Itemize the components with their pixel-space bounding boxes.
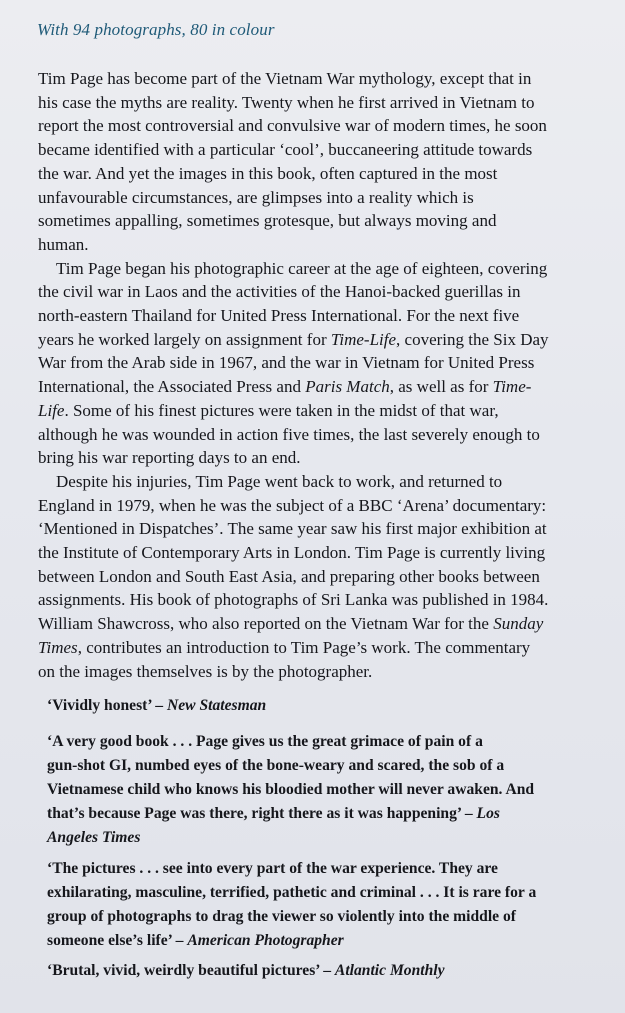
quote-source: Los [476, 805, 500, 822]
quote-source: Angeles Times [47, 829, 141, 846]
publication-title: Life [38, 400, 65, 420]
text-line: sometimes appalling, sometimes grotesque, but always moving and [38, 211, 497, 231]
text-line: human. [38, 234, 89, 254]
text-line: the war. And yet the images in this book, often captured in the most [38, 163, 498, 183]
quote-american-photographer [47, 857, 536, 953]
text-line: between London and South East Asia, and preparing other books between [38, 566, 540, 586]
text-line: Tim Page has become part of the Vietnam War mythology, except that in [38, 69, 532, 88]
quote-line [47, 959, 445, 983]
text-line: his case the myths are reality. Twenty when he first arrived in Vietnam to [38, 92, 535, 112]
quote-line: exhilarating, masculine, terrified, pathetic and criminal . . . It is rare for a [47, 884, 537, 901]
text-line: unfavourable circumstances, are glimpses into a reality which is [38, 187, 474, 207]
quote-text: someone else’s life’ – [47, 932, 184, 949]
quote-line: Vietnamese child who knows his bloodied mother will never awaken. And [47, 781, 535, 798]
blurb-text [38, 67, 606, 683]
text-segment: , contributes an introduction to Tim Page’s work. The commentary [77, 637, 531, 657]
text-line [38, 612, 606, 636]
text-segment: , covering the Six Day [396, 329, 549, 349]
quote-line: gun-shot GI, numbed eyes of the bone-weary and scared, the sob of a [47, 757, 505, 774]
text-segment: . Some of his finest pictures were taken in the midst of that war, [64, 400, 499, 420]
quote-line [47, 929, 536, 953]
text-segment: International, the Associated Press and [38, 377, 301, 397]
subtitle: With 94 photographs, 80 in colour [37, 20, 275, 39]
quote-text: ‘Vividly honest’ – [47, 697, 164, 714]
quote-atlantic-monthly [47, 959, 445, 983]
text-line: the Institute of Contemporary Arts in London. Tim Page is currently living [38, 543, 546, 563]
text-segment: , as well as for [389, 377, 489, 397]
text-line [38, 375, 606, 399]
quote-line [47, 802, 534, 826]
quote-text: ‘Brutal, vivid, weirdly beautiful pictures’ – [47, 962, 332, 979]
quote-line: ‘A very good book . . . Page gives us the great grimace of pain of a [47, 733, 483, 750]
text-line: ‘Mentioned in Dispatches’. The same year saw his first major exhibition at [38, 519, 547, 539]
text-line: report the most controversial and convulsive war of modern times, he soon [38, 116, 547, 136]
text-line: England in 1979, when he was the subject of a BBC ‘Arena’ documentary: [38, 495, 547, 515]
text-line: War from the Arab side in 1967, and the war in Vietnam for United Press [38, 353, 535, 373]
paragraph-3 [38, 470, 606, 683]
quote-line [47, 694, 266, 718]
quote-text: that’s because Page was there, right there as it was happening’ – [47, 805, 473, 822]
quote-source: New Statesman [167, 697, 267, 714]
paragraph-2 [38, 257, 606, 470]
text-line: on the images themselves is by the photographer. [38, 661, 373, 681]
text-segment: William Shawcross, who also reported on the Vietnam War for the [38, 614, 489, 634]
text-line: north-eastern Thailand for United Press International. For the next five [38, 306, 520, 326]
text-line: the civil war in Laos and the activities of the Hanoi-backed guerillas in [38, 282, 521, 302]
text-line: became identified with a particular ‘cool’, buccaneering attitude towards [38, 140, 533, 160]
publication-title: Paris Match [305, 377, 390, 397]
text-line: although he was wounded in action five times, the last severely enough to [38, 424, 540, 444]
text-line: bring his war reporting days to an end. [38, 448, 301, 468]
text-line: Tim Page began his photographic career at the age of eighteen, covering [56, 258, 548, 278]
quote-line: ‘The pictures . . . see into every part of the war experience. They are [47, 860, 498, 877]
text-line [38, 399, 606, 423]
text-line: Despite his injuries, Tim Page went back to work, and returned to [56, 471, 503, 491]
quote-los-angeles-times [47, 730, 534, 850]
text-line [38, 636, 606, 660]
quote-new-statesman [47, 694, 266, 718]
publication-title: Times [38, 637, 78, 657]
text-line: assignments. His book of photographs of Sri Lanka was published in 1984. [38, 590, 549, 610]
publication-title: Time- [492, 377, 532, 397]
quote-line: group of photographs to drag the viewer so violently into the middle of [47, 908, 516, 925]
publication-title: Time-Life [330, 329, 397, 349]
text-segment: years he worked largely on assignment for [38, 329, 327, 349]
paragraph-1 [38, 67, 606, 257]
quote-source: American Photographer [187, 932, 344, 949]
publication-title: Sunday [493, 614, 544, 634]
quote-source: Atlantic Monthly [334, 962, 445, 979]
text-line [38, 328, 606, 352]
